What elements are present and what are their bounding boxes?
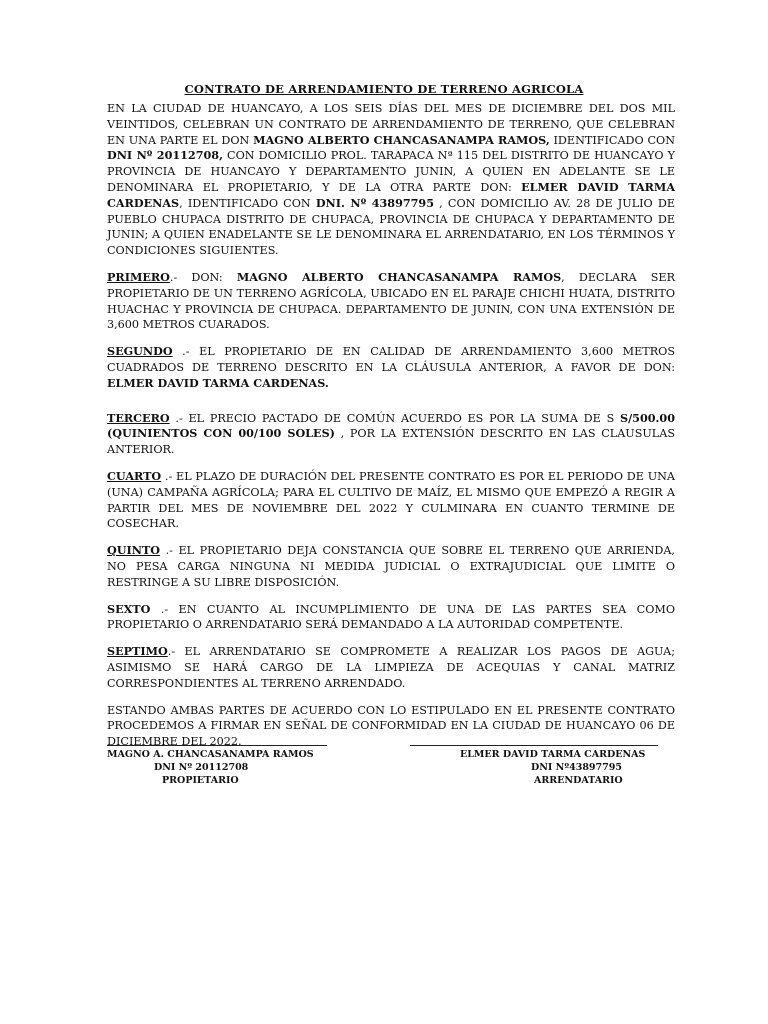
clause-primero-label: PRIMERO [107, 269, 170, 284]
clause-primero-text-2: , DECLARA SER PROPIETARIO DE UN TERRENO AGRÍCOLA, UBICADO EN EL PARAJE CHICHI HUATA, DISTRITO HUACHAC Y PROVINCIA DE CHUPACA. DEPARTAMENTO DE JUNIN, CON UNA EXTENSIÓN DE 3,600 METROS CUARADOS. [107, 270, 676, 332]
signature-owner-name: MAGNO A. CHANCASANAMPA RAMOS [107, 749, 314, 760]
intro-text-3: CON DOMICILIO PROL. TARAPACA Nª 115 DEL DISTRITO DE HUANCAYO Y PROVINCIA DE HUANCAYO Y DEPARTAMENTO JUNIN, A QUIEN EN ADELANTE SE LE DENOMINARA EL PROPIETARIO, Y DE LA OTRA PARTE DON: [107, 149, 675, 194]
clause-cuarto [107, 469, 675, 532]
intro-owner-dni: DNI Nº 20112708, [107, 148, 223, 163]
signature-line-owner [107, 745, 327, 746]
clause-quinto-text-1: .- EL PROPIETARIO DEJA CONSTANCIA QUE SOBRE EL TERRENO QUE ARRIENDA, NO PESA CARGA NINGUNA NI MEDIDA JUDICIAL O EXTRAJUDICIAL QUE LIMITE O RESTRINGE A SU LIBRE DISPOSICIÓN. [107, 544, 675, 589]
signature-owner-role: PROPIETARIO [162, 775, 239, 786]
closing-paragraph: ESTANDO AMBAS PARTES DE ACUERDO CON LO ESTIPULADO EN EL PRESENTE CONTRATO PROCEDEMOS A FIRMAR EN SEÑAL DE CONFORMIDAD EN LA CIUDAD DE HUANCAYO 06 DE DICIEMBRE DEL 2022. [107, 703, 675, 749]
clause-quinto-label: QUINTO [107, 543, 161, 558]
clause-primero-text-1: .- DON: [169, 270, 237, 284]
clause-sexto-text-1: .- EN CUANTO AL INCUMPLIMIENTO DE UNA DE LAS PARTES SEA COMO PROPIETARIO O ARRENDATARIO SERÁ DEMANDADO A LA AUTORIDAD COMPETENTE. [107, 602, 675, 632]
intro-paragraph [107, 101, 675, 259]
signature-block-owner [107, 745, 327, 787]
signature-tenant-name: ELMER DAVID TARMA CARDENAS [460, 749, 646, 760]
clause-sexto [107, 602, 675, 634]
signature-owner-dni: DNI Nº 20112708 [154, 762, 249, 773]
clause-tercero-label: TERCERO [107, 410, 170, 425]
signature-line-tenant [410, 745, 658, 746]
clause-primero-name: MAGNO ALBERTO CHANCASANAMPA RAMOS [236, 269, 562, 284]
intro-tenant-name: ELMER DAVID TARMA CARDENAS [107, 179, 675, 210]
clause-segundo [107, 344, 675, 391]
clause-tercero-price: S/500.00 (QUINIENTOS CON 00/100 SOLES) [107, 410, 675, 441]
clause-cuarto-text-1: .- EL PLAZO DE DURACIÓN DEL PRESENTE CONTRATO ES POR EL PERIODO DE UNA (UNA) CAMPAÑA AGRÍCOLA; PARA EL CULTIVO DE MAÍZ, EL MISMO QUE EMPEZÓ A REGIR A PARTIR DEL MES DE NOVIEMBRE DEL 2022 Y CULMINARA EN CUANTO TERMINE DE COSECHAR. [107, 469, 675, 531]
clause-segundo-text-1: .- EL PROPIETARIO DE EN CALIDAD DE ARRENDAMIENTO 3,600 METROS CUADRADOS DE TERRENO DESCRITO EN LA CLÁUSULA ANTERIOR, A FAVOR DE DON: [107, 345, 675, 374]
clause-tercero-text-1: .- EL PRECIO PACTADO DE COMÚN ACUERDO ES POR LA SUMA DE S [169, 411, 621, 425]
intro-text-4: , IDENTIFICADO CON [179, 196, 316, 210]
clause-septimo [107, 644, 675, 691]
intro-text-1: EN LA CIUDAD DE HUANCAYO, A LOS SEIS DÍAS DEL MES DE DICIEMBRE DEL DOS MIL VEINTIDOS, CELEBRAN UN CONTRATO DE ARRENDAMIENTO DE TERRENO, QUE CELEBRAN EN UNA PARTE EL DON [107, 102, 675, 147]
intro-tenant-dni: DNI. Nº 43897795 [315, 195, 435, 210]
clause-tercero-text-2: , POR LA EXTENSIÓN DESCRITO EN LAS CLAUSULAS ANTERIOR. [107, 427, 675, 457]
signature-tenant-dni: DNI Nº43897795 [531, 762, 622, 773]
clause-segundo-name: ELMER DAVID TARMA CARDENAS. [107, 375, 329, 390]
clause-primero [107, 270, 675, 333]
clause-cuarto-label: CUARTO [107, 468, 162, 483]
intro-text-2: IDENTIFICADO CON [549, 133, 675, 147]
clause-tercero [107, 411, 675, 458]
clause-septimo-text-1: .- EL ARRENDATARIO SE COMPROMETE A REALIZAR LOS PAGOS DE AGUA; ASIMISMO SE HARÁ CARGO DE LA LIMPIEZA DE ACEQUIAS Y CANAL MATRIZ CORRESPONDIENTES AL TERRENO ARRENDADO. [107, 645, 675, 690]
clause-sexto-label: SEXTO [107, 601, 151, 616]
signature-block-tenant [410, 745, 658, 787]
signature-tenant-role: ARRENDATARIO [534, 775, 623, 786]
clause-quinto [107, 543, 675, 590]
document-body [107, 101, 675, 761]
intro-owner-name: MAGNO ALBERTO CHANCASANAMPA RAMOS, [253, 132, 550, 147]
document-title: CONTRATO DE ARRENDAMIENTO DE TERRENO AGRICOLA [184, 82, 584, 96]
clause-segundo-label: SEGUNDO [107, 344, 173, 359]
intro-text-5: , CON DOMICILIO AV. 28 DE JULIO DE PUEBLO CHUPACA DISTRITO DE CHUPACA, PROVINCIA DE CHUPACA Y DEPARTAMENTO DE JUNIN; A QUIEN ENADELANTE SE LE DENOMINARA EL ARRENDATARIO, EN LOS TÉRMINOS Y CONDICIONES SIGUIENTES. [107, 196, 676, 258]
clause-septimo-label: SEPTIMO [107, 644, 168, 659]
